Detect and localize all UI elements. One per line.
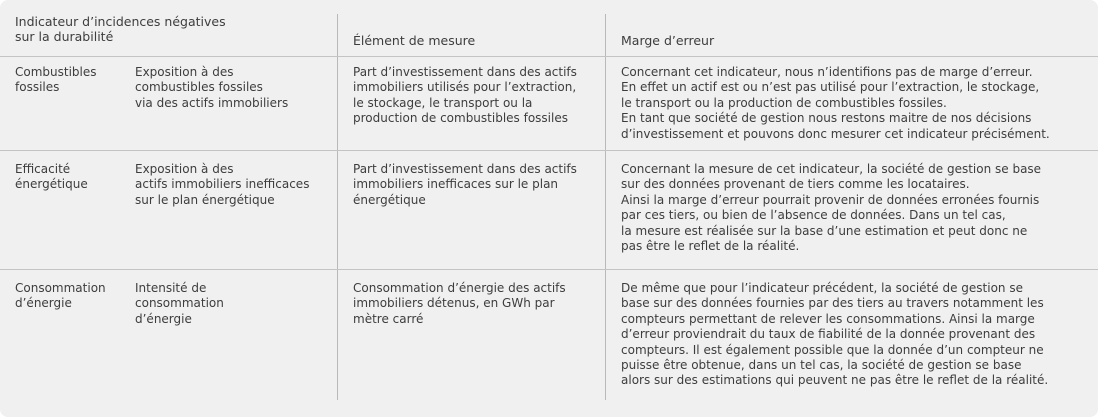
row-1-measure: Part d’investissement dans des actifs immobiliers utilisés pour l’extraction, le stockage, le transport ou la production de combustibles fossiles	[353, 65, 577, 126]
row-2-category: Efficacité énergétique	[15, 162, 88, 192]
header-measure: Élément de mesure	[353, 33, 476, 48]
row-1-margin: Concernant cet indicateur, nous n’identifions pas de marge d’erreur. En effet un actif est ou n’est pas utilisé pour l’extraction, le stockage, le transport ou la production de combustibles fossiles. En tant que société de gestion nous restons maitre de nos décisions d’investissement et pouvons donc mesurer cet indicateur précisément.	[621, 65, 1050, 141]
column-divider	[605, 14, 606, 400]
row-3-category: Consommation d’énergie	[15, 281, 106, 311]
row-2-margin: Concernant la mesure de cet indicateur, la société de gestion se base sur des données provenant de tiers comme les locataires. Ainsi la marge d’erreur pourrait provenir de données erronées fournis par ces tiers, ou bien de l’absence de données. Dans un tel cas, la mesure est réalisée sur la base d’une estimation et peut donc ne pas être le reflet de la réalité.	[621, 162, 1042, 254]
row-3-margin: De même que pour l’indicateur précédent, la société de gestion se base sur des données fournies par des tiers au travers notamment les compteurs permettant de relever les consommations. Ainsi la marge d’erreur proviendrait du taux de fiabilité de la donnée provenant des compteurs. Il est également possible que la donnée d’un compteur ne puisse être obtenue, dans un tel cas, la société de gestion se base alors sur des estimations qui peuvent ne pas être le reflet de la réalité.	[621, 281, 1049, 388]
row-1-category: Combustibles fossiles	[15, 65, 97, 95]
row-3-measure: Consommation d’énergie des actifs immobiliers détenus, en GWh par mètre carré	[353, 281, 566, 326]
row-2-indicator: Exposition à des actifs immobiliers inefficaces sur le plan énergétique	[135, 162, 310, 207]
row-2-measure: Part d’investissement dans des actifs immobiliers inefficaces sur le plan énergétique	[353, 162, 577, 207]
header-margin: Marge d’erreur	[621, 33, 715, 48]
row-divider	[0, 150, 1098, 151]
row-divider	[0, 269, 1098, 270]
row-3-indicator: Intensité de consommation d’énergie	[135, 281, 224, 326]
header-indicator: Indicateur d’incidences négatives sur la durabilité	[15, 14, 226, 44]
header-divider	[0, 56, 1098, 57]
column-divider	[337, 14, 338, 400]
row-1-indicator: Exposition à des combustibles fossiles via des actifs immobiliers	[135, 65, 289, 110]
